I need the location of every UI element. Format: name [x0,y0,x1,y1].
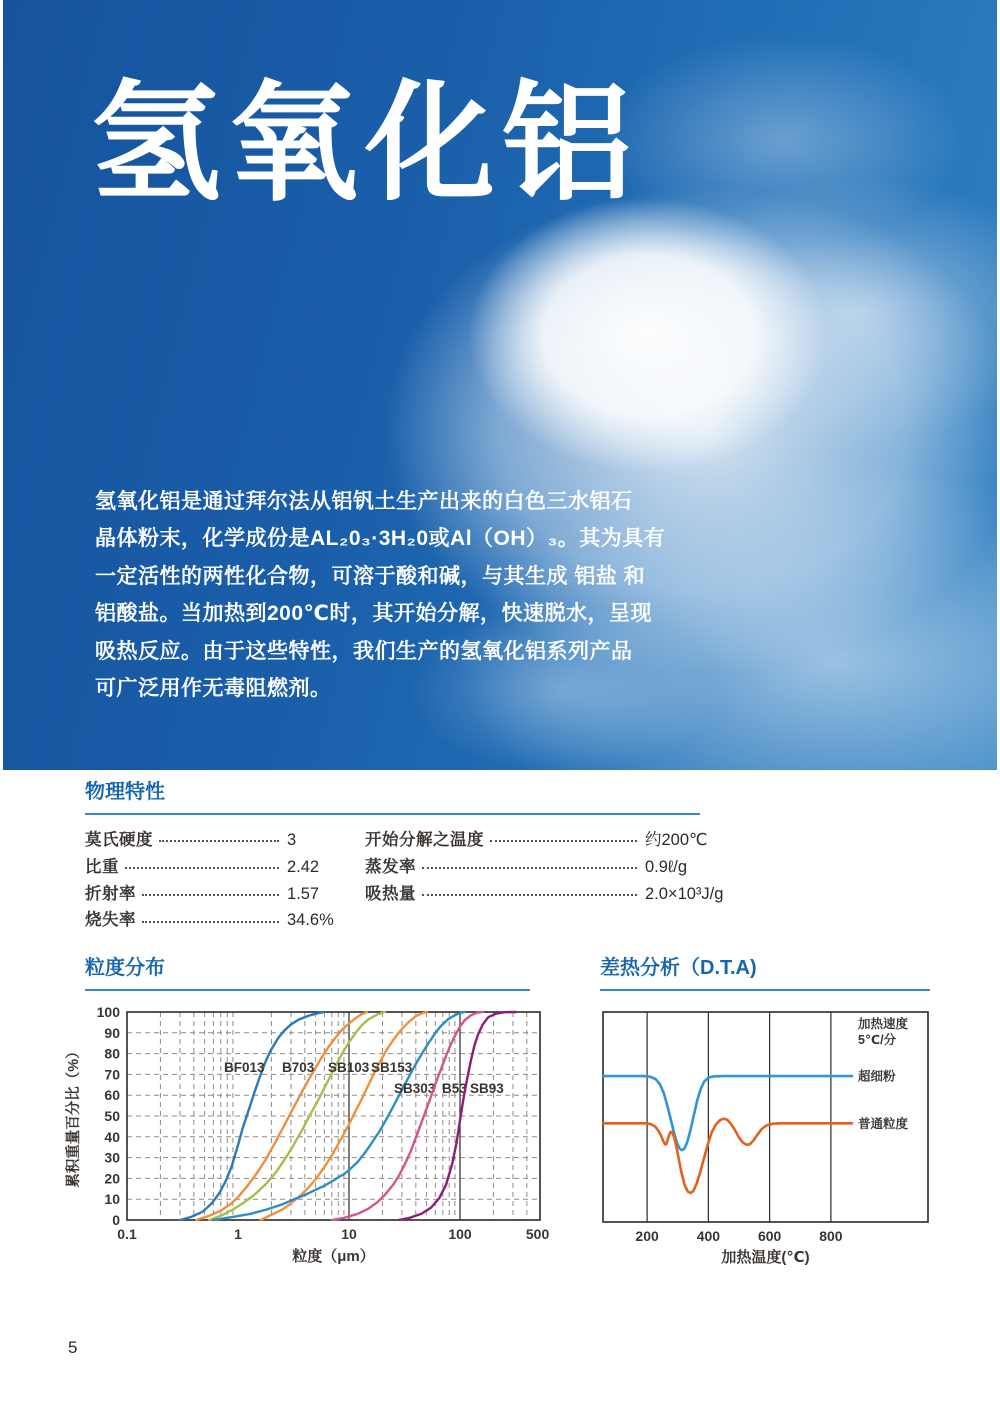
paragraph-line: 一定活性的两性化合物，可溶于酸和碱，与其生成 铝盐 和 [95,564,646,588]
paragraph-line: 氢氧化铝是通过拜尔法从铝钒土生产出来的白色三水铝石 [95,490,633,513]
x-tick-label: 600 [757,1228,782,1244]
particle-size-heading [85,956,530,991]
property-row [365,826,763,853]
x-tick-label: 200 [635,1228,659,1244]
particle-size-heading-label: 粒度分布 [85,957,165,979]
y-tick-label: 40 [104,1128,120,1145]
x-axis-title: 加热温度(℃) [721,1249,810,1266]
y-tick-label: 20 [104,1170,120,1187]
annotation-heating-rate: 加热速度 [858,1017,909,1031]
x-tick-label: 500 [525,1226,550,1242]
paragraph-line: 吸热反应。由于这些特性，我们生产的氢氧化铝系列产品 [95,639,633,663]
y-tick-label: 100 [96,1004,120,1020]
x-tick-label: 800 [819,1228,843,1244]
dta-heading [600,956,930,991]
property-label: 莫氏硬度 [85,831,153,849]
series-label-BF013: BF013 [224,1060,265,1075]
differential-thermal-analysis-chart [600,1000,940,1272]
x-tick-label: 100 [448,1226,472,1242]
x-tick-label: 1 [234,1226,242,1242]
intro-paragraph [95,483,685,707]
dotted-leader [142,894,279,896]
property-row [85,906,347,933]
series-label-SB153: SB153 [371,1060,413,1075]
property-label: 蒸发率 [365,857,416,876]
series-label-B53: B53 [442,1081,467,1096]
property-row [85,880,347,907]
y-tick-label: 70 [104,1066,120,1083]
property-row [365,853,763,880]
dotted-leader [422,867,637,869]
series-label-超细粉: 超细粉 [858,1069,896,1084]
x-tick-label: 400 [696,1228,721,1244]
annotation-heating-rate: 5℃/分 [858,1033,897,1047]
series-label-SB303: SB303 [394,1081,436,1096]
x-tick-label: 0.1 [117,1226,137,1242]
x-axis-title: 粒度（μm） [292,1248,375,1265]
property-label: 烧失率 [85,911,136,930]
hero-sky-image [3,0,997,770]
dotted-leader [159,840,279,842]
property-value: 34.6% [287,911,334,930]
dotted-leader [125,867,279,869]
physical-properties-heading [85,780,700,815]
y-tick-label: 30 [104,1149,120,1166]
paragraph-line: 可广泛用作无毒阻燃剂。 [95,677,332,701]
property-value: 3 [287,831,297,849]
y-tick-label: 0 [112,1212,120,1228]
physical-properties-left-column [85,826,347,933]
series-label-B703: B703 [282,1060,315,1075]
particle-size-distribution-chart [60,1000,560,1272]
paragraph-line: 晶体粉末，化学成份是AL₂0₃·3H₂0或Al（OH）₃。其为具有 [95,527,666,551]
y-tick-label: 90 [104,1024,120,1041]
y-tick-label: 10 [104,1191,120,1208]
property-label: 开始分解之温度 [365,831,484,849]
property-label: 折射率 [85,884,136,903]
paragraph-line: 铝酸盐。当加热到200℃时，其开始分解，快速脱水，呈现 [95,602,652,626]
property-value: 约200℃ [645,831,708,849]
property-value: 1.57 [287,884,320,903]
series-label-普通粒度: 普通粒度 [858,1116,909,1131]
property-value: 2.0×10³J/g [645,884,724,903]
series-label-SB93: SB93 [470,1081,504,1096]
dta-heading-label: 差热分析（D.T.A) [600,957,757,979]
property-value: 0.9ℓ/g [645,857,688,876]
y-tick-label: 60 [104,1087,120,1104]
property-row [85,826,347,853]
dotted-leader [422,894,637,896]
x-tick-label: 10 [341,1226,357,1242]
y-tick-label: 80 [104,1045,120,1062]
series-curve-超细粉 [603,1076,852,1150]
property-row [365,880,763,907]
y-tick-label: 50 [104,1108,120,1124]
page-title: 氢氧化铝 [91,70,640,216]
property-label: 比重 [85,857,119,876]
dotted-leader [490,840,637,842]
y-axis-title: 累积重量百分比（%） [66,1044,82,1188]
property-label: 吸热量 [365,884,416,903]
property-row [85,853,347,880]
series-label-SB103: SB103 [328,1060,370,1075]
page-number: 5 [68,1338,78,1357]
physical-properties-right-column [365,826,763,906]
physical-properties-heading-label: 物理特性 [85,781,165,803]
property-value: 2.42 [287,857,320,876]
series-curve-普通粒度 [603,1119,852,1193]
dotted-leader [142,921,279,923]
